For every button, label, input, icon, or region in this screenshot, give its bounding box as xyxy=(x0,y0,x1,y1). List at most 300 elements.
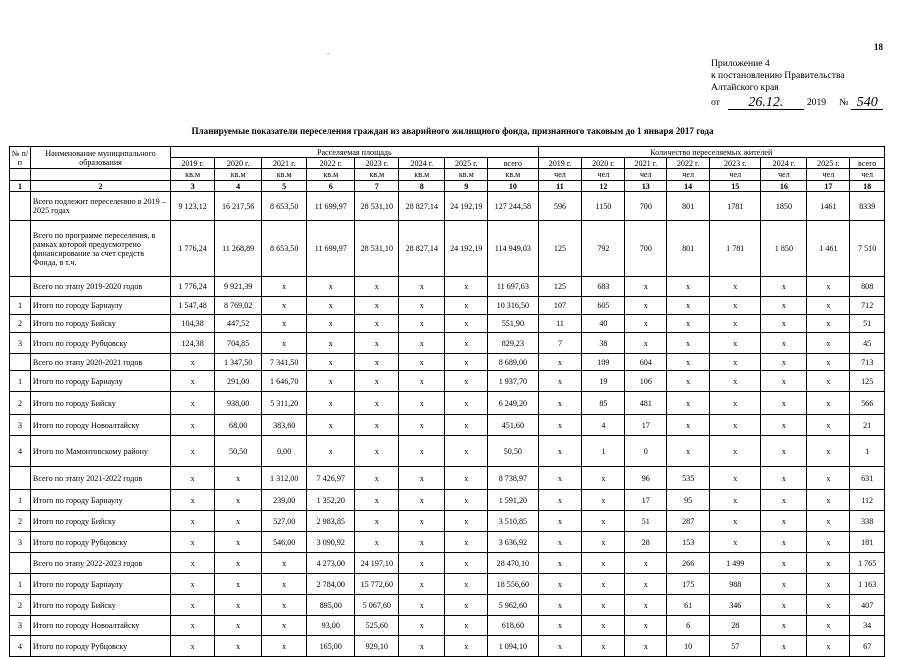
area-value-cell: x xyxy=(355,436,399,467)
area-value-cell: 1 646,70 xyxy=(262,371,307,392)
people-value-cell: x xyxy=(538,553,582,574)
municipality-name-cell: Итого по городу Рубцовску xyxy=(30,636,170,657)
area-value-cell: x xyxy=(262,553,307,574)
year-header: 2019 г. xyxy=(538,158,582,169)
people-value-cell: x xyxy=(710,532,761,553)
people-value-cell: 407 xyxy=(850,595,885,616)
area-value-cell: x xyxy=(355,467,399,490)
column-number-cell: 17 xyxy=(807,181,850,192)
people-value-cell: x xyxy=(761,532,807,553)
people-value-cell: 40 xyxy=(582,315,625,333)
table-row xyxy=(10,392,885,415)
table-row xyxy=(10,436,885,467)
people-value-cell: x xyxy=(807,392,850,415)
num-header: № п/п xyxy=(10,147,31,169)
people-value-cell: x xyxy=(807,595,850,616)
year-header: 2020 г. xyxy=(215,158,262,169)
people-value-cell: x xyxy=(761,297,807,315)
area-value-cell: x xyxy=(399,315,445,333)
people-value-cell: 45 xyxy=(850,333,885,354)
people-value-cell: 10 xyxy=(667,636,710,657)
people-value-cell: 712 xyxy=(850,297,885,315)
people-value-cell: 287 xyxy=(667,511,710,532)
column-number-cell: 6 xyxy=(307,181,355,192)
area-value-cell: 1 347,50 xyxy=(215,354,262,371)
area-value-cell: x xyxy=(355,297,399,315)
row-number-cell: 1 xyxy=(10,490,31,511)
table-row xyxy=(10,553,885,574)
year-header: 2022 г. xyxy=(307,158,355,169)
municipality-name-cell: Итого по городу Барнаулу xyxy=(30,371,170,392)
people-value-cell: 125 xyxy=(538,221,582,277)
area-value-cell: x xyxy=(307,315,355,333)
area-value-cell: 24 197,10 xyxy=(355,553,399,574)
appendix-block xyxy=(711,58,883,110)
area-value-cell: 3 636,92 xyxy=(488,532,538,553)
name-header: Наименование муниципального образования xyxy=(30,147,170,169)
area-value-cell: x xyxy=(307,392,355,415)
area-value-cell: x xyxy=(399,490,445,511)
people-value-cell: 988 xyxy=(710,574,761,595)
people-value-cell: x xyxy=(710,436,761,467)
area-value-cell: 1 547,48 xyxy=(171,297,215,315)
area-value-cell: 11 268,89 xyxy=(215,221,262,277)
document-number: 540 xyxy=(851,96,883,110)
area-value-cell: x xyxy=(215,532,262,553)
area-value-cell: 8 738,97 xyxy=(488,467,538,490)
area-value-cell: x xyxy=(445,574,488,595)
people-value-cell: x xyxy=(807,277,850,297)
stray-mark: - xyxy=(327,49,330,58)
area-value-cell: x xyxy=(171,636,215,657)
people-value-cell: 181 xyxy=(850,532,885,553)
row-number-cell: 2 xyxy=(10,595,31,616)
people-value-cell: 1850 xyxy=(761,192,807,221)
from-label: от xyxy=(711,97,720,109)
area-value-cell: 50,50 xyxy=(488,436,538,467)
people-value-cell: 1 850 xyxy=(761,221,807,277)
people-value-cell: x xyxy=(807,553,850,574)
column-number-cell: 9 xyxy=(445,181,488,192)
people-value-cell: x xyxy=(807,467,850,490)
area-value-cell: 546,00 xyxy=(262,532,307,553)
area-value-cell: 5 962,60 xyxy=(488,595,538,616)
area-value-cell: 18 556,60 xyxy=(488,574,538,595)
municipality-name-cell: Итого по городу Рубцовску xyxy=(30,333,170,354)
area-unit-cell: кв.м xyxy=(355,169,399,181)
row-number-cell: 3 xyxy=(10,415,31,436)
people-value-cell: x xyxy=(538,371,582,392)
area-value-cell: 938,00 xyxy=(215,392,262,415)
area-value-cell: 11 697,63 xyxy=(488,277,538,297)
area-value-cell: 929,10 xyxy=(355,636,399,657)
column-number-cell: 3 xyxy=(171,181,215,192)
municipality-name-cell: Итого по городу Новоалтайску xyxy=(30,616,170,636)
row-number-cell: 4 xyxy=(10,636,31,657)
area-value-cell: x xyxy=(215,490,262,511)
area-value-cell: 1 776,24 xyxy=(171,277,215,297)
area-value-cell: 551,90 xyxy=(488,315,538,333)
area-value-cell: 8 689,00 xyxy=(488,354,538,371)
area-value-cell: x xyxy=(307,371,355,392)
area-value-cell: x xyxy=(262,333,307,354)
people-unit-cell: чел xyxy=(710,169,761,181)
area-value-cell: 28 827,14 xyxy=(399,192,445,221)
area-value-cell: 165,00 xyxy=(307,636,355,657)
people-value-cell: x xyxy=(807,616,850,636)
people-value-cell: x xyxy=(582,511,625,532)
area-value-cell: 527,00 xyxy=(262,511,307,532)
municipality-name-cell: Итого по Мамонтовскому району xyxy=(30,436,170,467)
people-value-cell: 85 xyxy=(582,392,625,415)
year-header: всего xyxy=(488,158,538,169)
area-value-cell: x xyxy=(215,467,262,490)
area-value-cell: 1 591,20 xyxy=(488,490,538,511)
people-value-cell: 19 xyxy=(582,371,625,392)
people-value-cell: x xyxy=(807,371,850,392)
table-row xyxy=(10,467,885,490)
area-value-cell: x xyxy=(399,467,445,490)
people-value-cell: x xyxy=(807,511,850,532)
column-number-cell: 12 xyxy=(582,181,625,192)
area-value-cell: 28 531,10 xyxy=(355,221,399,277)
people-value-cell: x xyxy=(625,277,667,297)
people-value-cell: x xyxy=(582,553,625,574)
area-value-cell: x xyxy=(262,574,307,595)
area-value-cell: x xyxy=(215,616,262,636)
table-row xyxy=(10,354,885,371)
area-value-cell: x xyxy=(262,297,307,315)
people-value-cell: 17 xyxy=(625,415,667,436)
area-value-cell: x xyxy=(399,392,445,415)
area-value-cell: 618,60 xyxy=(488,616,538,636)
people-group-header: Количество переселяемых жителей xyxy=(538,147,885,158)
area-value-cell: x xyxy=(215,553,262,574)
people-value-cell: x xyxy=(538,490,582,511)
people-value-cell: x xyxy=(807,532,850,553)
area-value-cell: 11 699,97 xyxy=(307,221,355,277)
row-number-cell xyxy=(10,553,31,574)
table-row xyxy=(10,277,885,297)
area-value-cell: 10 316,50 xyxy=(488,297,538,315)
area-value-cell: x xyxy=(307,354,355,371)
area-value-cell: x xyxy=(171,574,215,595)
table-row xyxy=(10,333,885,354)
area-value-cell: x xyxy=(171,490,215,511)
row-number-cell: 1 xyxy=(10,297,31,315)
people-value-cell: 1 781 xyxy=(710,221,761,277)
row-number-cell xyxy=(10,354,31,371)
table-row xyxy=(10,636,885,657)
area-value-cell: 127 244,58 xyxy=(488,192,538,221)
people-value-cell: x xyxy=(710,392,761,415)
area-value-cell: x xyxy=(171,415,215,436)
table-row xyxy=(10,371,885,392)
people-value-cell: 28 xyxy=(625,532,667,553)
table-row xyxy=(10,574,885,595)
area-value-cell: x xyxy=(399,511,445,532)
area-value-cell: 0,00 xyxy=(262,436,307,467)
people-value-cell: 338 xyxy=(850,511,885,532)
people-unit-cell: чел xyxy=(538,169,582,181)
area-value-cell: 68,00 xyxy=(215,415,262,436)
appendix-line-3: Алтайского края xyxy=(711,82,779,94)
people-value-cell: 153 xyxy=(667,532,710,553)
units-empty-cell xyxy=(30,169,170,181)
area-value-cell: x xyxy=(399,636,445,657)
people-value-cell: x xyxy=(761,636,807,657)
row-number-cell: 3 xyxy=(10,616,31,636)
year-header: 2021 г. xyxy=(262,158,307,169)
area-unit-cell: кв.м xyxy=(215,169,262,181)
municipality-name-cell: Итого по городу Бийску xyxy=(30,315,170,333)
year-header: 2025 г. xyxy=(445,158,488,169)
area-value-cell: 15 772,60 xyxy=(355,574,399,595)
people-value-cell: x xyxy=(582,616,625,636)
year-header: всего xyxy=(850,158,885,169)
people-value-cell: 1 xyxy=(582,436,625,467)
area-value-cell: x xyxy=(355,532,399,553)
column-number-cell: 13 xyxy=(625,181,667,192)
people-value-cell: x xyxy=(761,574,807,595)
area-value-cell: x xyxy=(399,371,445,392)
column-number-cell: 7 xyxy=(355,181,399,192)
area-value-cell: 4 273,00 xyxy=(307,553,355,574)
area-value-cell: x xyxy=(445,595,488,616)
area-value-cell: 383,60 xyxy=(262,415,307,436)
area-unit-cell: кв.м xyxy=(262,169,307,181)
area-value-cell: 11 699,97 xyxy=(307,192,355,221)
people-value-cell: x xyxy=(625,574,667,595)
area-value-cell: 895,00 xyxy=(307,595,355,616)
people-value-cell: x xyxy=(807,315,850,333)
area-value-cell: 16 217,56 xyxy=(215,192,262,221)
row-number-cell: 3 xyxy=(10,532,31,553)
people-value-cell: 57 xyxy=(710,636,761,657)
area-value-cell: 1 352,20 xyxy=(307,490,355,511)
people-value-cell: 61 xyxy=(667,595,710,616)
area-value-cell: x xyxy=(445,636,488,657)
row-number-cell: 4 xyxy=(10,436,31,467)
area-value-cell: x xyxy=(262,636,307,657)
people-value-cell: x xyxy=(538,532,582,553)
area-value-cell: 9 921,39 xyxy=(215,277,262,297)
row-number-cell xyxy=(10,221,31,277)
column-number-cell: 11 xyxy=(538,181,582,192)
people-value-cell: x xyxy=(761,490,807,511)
people-unit-cell: чел xyxy=(667,169,710,181)
people-value-cell: 21 xyxy=(850,415,885,436)
people-value-cell: x xyxy=(625,616,667,636)
date-year: 2019 xyxy=(806,97,827,109)
people-value-cell: x xyxy=(667,315,710,333)
people-value-cell: 8339 xyxy=(850,192,885,221)
people-value-cell: 481 xyxy=(625,392,667,415)
area-value-cell: 8 653,50 xyxy=(262,221,307,277)
row-number-cell xyxy=(10,277,31,297)
people-value-cell: 801 xyxy=(667,221,710,277)
people-value-cell: x xyxy=(667,354,710,371)
municipality-name-cell: Всего по этапу 2022-2023 годов xyxy=(30,553,170,574)
people-value-cell: x xyxy=(625,315,667,333)
area-value-cell: x xyxy=(445,616,488,636)
area-value-cell: 1 776,24 xyxy=(171,221,215,277)
people-value-cell: 175 xyxy=(667,574,710,595)
area-value-cell: x xyxy=(355,354,399,371)
municipality-name-cell: Итого по городу Барнаулу xyxy=(30,574,170,595)
area-value-cell: 24 192,19 xyxy=(445,192,488,221)
people-value-cell: 1 765 xyxy=(850,553,885,574)
people-unit-cell: чел xyxy=(625,169,667,181)
area-value-cell: x xyxy=(307,415,355,436)
people-value-cell: x xyxy=(538,354,582,371)
area-value-cell: x xyxy=(262,315,307,333)
people-value-cell: 1 163 xyxy=(850,574,885,595)
area-value-cell: 104,38 xyxy=(171,315,215,333)
table-row xyxy=(10,511,885,532)
area-value-cell: x xyxy=(215,574,262,595)
people-value-cell: x xyxy=(761,333,807,354)
area-value-cell: x xyxy=(262,277,307,297)
area-value-cell: x xyxy=(399,277,445,297)
people-value-cell: x xyxy=(710,277,761,297)
area-value-cell: x xyxy=(445,553,488,574)
people-value-cell: 808 xyxy=(850,277,885,297)
units-empty-cell xyxy=(10,169,31,181)
resettlement-table xyxy=(9,146,885,657)
year-header: 2020 г. xyxy=(582,158,625,169)
row-number-cell: 2 xyxy=(10,392,31,415)
people-value-cell: 11 xyxy=(538,315,582,333)
people-value-cell: 1 499 xyxy=(710,553,761,574)
people-value-cell: x xyxy=(538,392,582,415)
municipality-name-cell: Итого по городу Барнаулу xyxy=(30,297,170,315)
people-value-cell: 6 xyxy=(667,616,710,636)
people-value-cell: 0 xyxy=(625,436,667,467)
table-row xyxy=(10,532,885,553)
area-value-cell: x xyxy=(307,436,355,467)
area-value-cell: x xyxy=(215,511,262,532)
municipality-name-cell: Всего подлежит переселению в 2019 – 2025 годах xyxy=(30,192,170,221)
row-number-cell: 2 xyxy=(10,315,31,333)
area-value-cell: x xyxy=(307,297,355,315)
area-value-cell: 829,23 xyxy=(488,333,538,354)
people-value-cell: x xyxy=(667,371,710,392)
appendix-line-2: к постановлению Правительства xyxy=(711,70,845,82)
area-value-cell: x xyxy=(355,371,399,392)
people-value-cell: x xyxy=(625,595,667,616)
people-value-cell: x xyxy=(807,297,850,315)
year-header: 2025 г. xyxy=(807,158,850,169)
people-value-cell: x xyxy=(761,467,807,490)
area-value-cell: 451,60 xyxy=(488,415,538,436)
people-value-cell: 1781 xyxy=(710,192,761,221)
people-value-cell: x xyxy=(538,467,582,490)
table-row xyxy=(10,595,885,616)
people-value-cell: x xyxy=(761,415,807,436)
people-value-cell: 346 xyxy=(710,595,761,616)
people-value-cell: x xyxy=(807,574,850,595)
column-number-cell: 14 xyxy=(667,181,710,192)
table-row xyxy=(10,192,885,221)
people-value-cell: x xyxy=(807,354,850,371)
area-value-cell: x xyxy=(399,574,445,595)
people-value-cell: 1 461 xyxy=(807,221,850,277)
municipality-name-cell: Итого по городу Новоалтайску xyxy=(30,415,170,436)
column-number-cell: 5 xyxy=(262,181,307,192)
area-value-cell: 2 983,85 xyxy=(307,511,355,532)
people-value-cell: 1461 xyxy=(807,192,850,221)
people-value-cell: 96 xyxy=(625,467,667,490)
area-value-cell: 93,00 xyxy=(307,616,355,636)
people-value-cell: 792 xyxy=(582,221,625,277)
people-value-cell: x xyxy=(807,436,850,467)
people-value-cell: x xyxy=(538,574,582,595)
municipality-name-cell: Итого по городу Бийску xyxy=(30,392,170,415)
people-value-cell: x xyxy=(582,595,625,616)
row-number-cell: 1 xyxy=(10,574,31,595)
people-value-cell: x xyxy=(582,490,625,511)
area-value-cell: 5 067,60 xyxy=(355,595,399,616)
area-value-cell: x xyxy=(355,277,399,297)
area-value-cell: x xyxy=(445,511,488,532)
area-value-cell: x xyxy=(215,636,262,657)
people-value-cell: x xyxy=(761,436,807,467)
municipality-name-cell: Итого по городу Бийску xyxy=(30,511,170,532)
people-value-cell: x xyxy=(761,511,807,532)
area-value-cell: x xyxy=(262,595,307,616)
area-value-cell: x xyxy=(355,333,399,354)
area-value-cell: x xyxy=(307,277,355,297)
year-header: 2024 г. xyxy=(761,158,807,169)
people-value-cell: x xyxy=(710,333,761,354)
row-number-cell: 2 xyxy=(10,511,31,532)
municipality-name-cell: Итого по городу Бийску xyxy=(30,595,170,616)
table-row xyxy=(10,415,885,436)
people-unit-cell: чел xyxy=(807,169,850,181)
people-value-cell: x xyxy=(667,297,710,315)
area-value-cell: 239,00 xyxy=(262,490,307,511)
people-value-cell: x xyxy=(667,415,710,436)
people-unit-cell: чел xyxy=(761,169,807,181)
people-value-cell: x xyxy=(667,277,710,297)
municipality-name-cell: Всего по программе переселения, в рамках которой предусмотрено финансирование за счет средств Фонда, в т.ч. xyxy=(30,221,170,277)
people-value-cell: 28 xyxy=(710,616,761,636)
people-value-cell: 109 xyxy=(582,354,625,371)
area-value-cell: x xyxy=(355,315,399,333)
area-value-cell: x xyxy=(445,467,488,490)
row-number-cell: 1 xyxy=(10,371,31,392)
people-value-cell: x xyxy=(761,315,807,333)
municipality-name-cell: Итого по городу Барнаулу xyxy=(30,490,170,511)
area-value-cell: x xyxy=(355,415,399,436)
people-unit-cell: чел xyxy=(850,169,885,181)
column-number-cell: 1 xyxy=(10,181,31,192)
area-value-cell: x xyxy=(445,392,488,415)
table-row xyxy=(10,221,885,277)
column-number-cell: 16 xyxy=(761,181,807,192)
people-value-cell: x xyxy=(625,636,667,657)
people-value-cell: x xyxy=(807,490,850,511)
people-value-cell: 125 xyxy=(538,277,582,297)
area-value-cell: x xyxy=(399,436,445,467)
column-number-cell: 2 xyxy=(30,181,170,192)
area-value-cell: 28 531,10 xyxy=(355,192,399,221)
area-value-cell: 291,00 xyxy=(215,371,262,392)
area-value-cell: x xyxy=(171,616,215,636)
area-value-cell: x xyxy=(445,415,488,436)
people-value-cell: x xyxy=(710,315,761,333)
